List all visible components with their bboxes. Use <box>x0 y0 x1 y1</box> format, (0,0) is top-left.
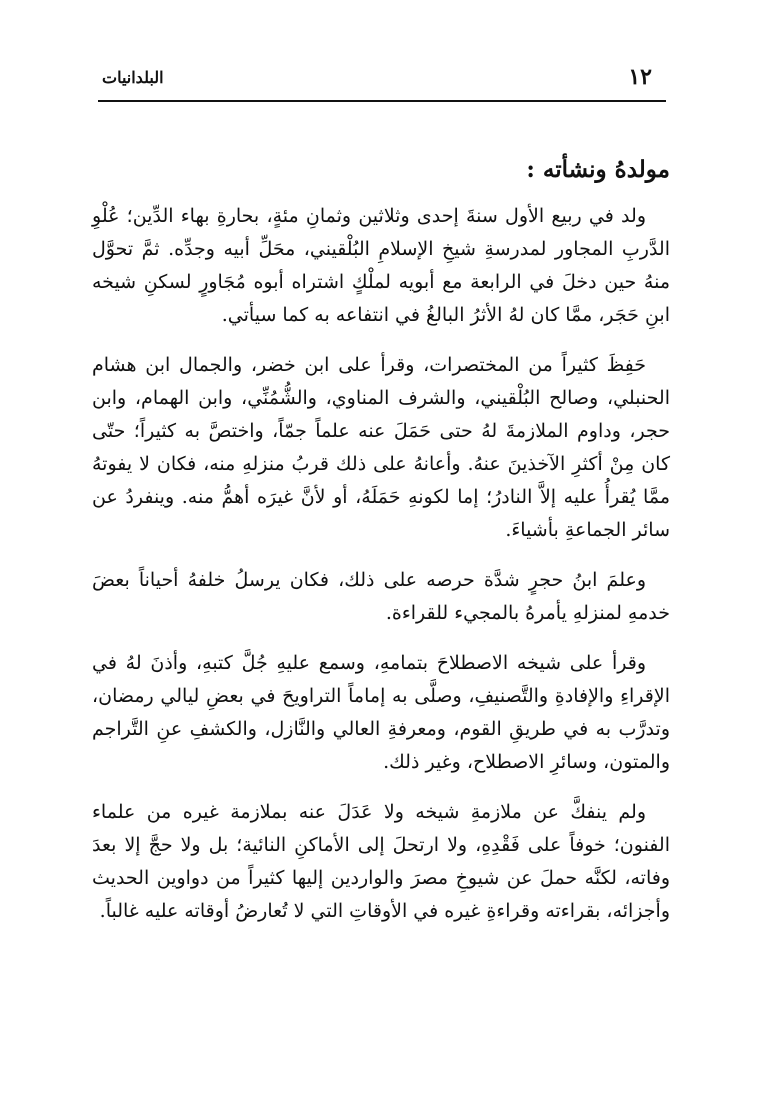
paragraph-reading: وقرأ على شيخه الاصطلاحَ بتمامهِ، وسمع عليهِ جُلَّ كتبهِ، وأذنَ لهُ في الإقراءِ والإفادةِ والتَّصنيفِ، وصلَّى به إماماً التراويحَ في بعضِ ليالي رمضان، وتدرَّب به في طريقِ القوم، ومعرفةِ العالي والنَّازل، والكشفِ عنِ التَّراجم والمتون، وسائرِ الاصطلاح، وغير ذلك. <box>92 652 670 773</box>
page-number: ١٢ <box>628 64 652 90</box>
paragraph-study: حَفِظَ كثيراً من المختصرات، وقرأ على ابن خضر، والجمال ابن هشام الحنبلي، وصالح البُلْقيني، والشرف المناوي، والشُّمُنِّي، وابن الهمام، وابن حجر، وداوم الملازمةَ لهُ حتى حَمَلَ عنه علماً جمّاً، واختصَّ به كثيراً؛ حتّى كان مِنْ أكثرِ الآخذينَ عنهُ. وأعانهُ على ذلك قربُ منزلهِ منه، فكان لا يفوتهُ ممَّا يُقرأُ عليه إلاَّ النادرُ؛ إما لكونهِ حَمَلَهُ، أو لأنَّ غيرَه أهمُّ منه. وينفردُ عن سائر الجماعةِ بأشياءَ. <box>92 354 670 541</box>
page-header <box>98 62 666 100</box>
running-title: البلدانيات <box>102 68 164 87</box>
paragraph-birth: ولد في ربيع الأول سنةَ إحدى وثلاثين وثمانِ مئةٍ، بحارةِ بهاء الدِّين؛ عُلْوِ الدَّربِ المجاور لمدرسةِ شيخِ الإسلامِ البُلْقيني، محَلِّ أبيه وجدِّه. ثمَّ تحوَّل منهُ حين دخلَ في الرابعة مع أبويه لملْكٍ اشتراه أبوه مُجَاورٍ لسكنِ شيخه ابنِ حَجَر، ممَّا كان لهُ الأثرُ البالغُ في انتفاعه به كما سيأتي. <box>92 205 670 326</box>
paragraph-devotion: ولم ينفكَّ عن ملازمةِ شيخه ولا عَدَلَ عنه بملازمة غيره من علماء الفنون؛ خوفاً على فَقْدِهِ، ولا ارتحلَ إلى الأماكنِ النائية؛ بل ولا حجَّ إلا بعدَ وفاته، لكنَّه حملَ عن شيوخِ مصرَ والواردين إليها كثيراً من دواوين الحديث وأجزائه، بقراءته وقراءةِ غيره في الأوقاتِ التي لا تُعارضُ أوقاته عليه غالباً. <box>92 801 670 922</box>
section-heading: مولدهُ ونشأته : <box>526 156 670 183</box>
paragraph-ibn-hajar: وعلمَ ابنُ حجرٍ شدَّة حرصه على ذلك، فكان يرسلُ خلفهُ أحياناً بعضَ خدمهِ لمنزلهِ يأمرهُ بالمجيء للقراءة. <box>92 569 670 624</box>
header-rule <box>98 100 666 102</box>
page-body <box>92 148 670 945</box>
